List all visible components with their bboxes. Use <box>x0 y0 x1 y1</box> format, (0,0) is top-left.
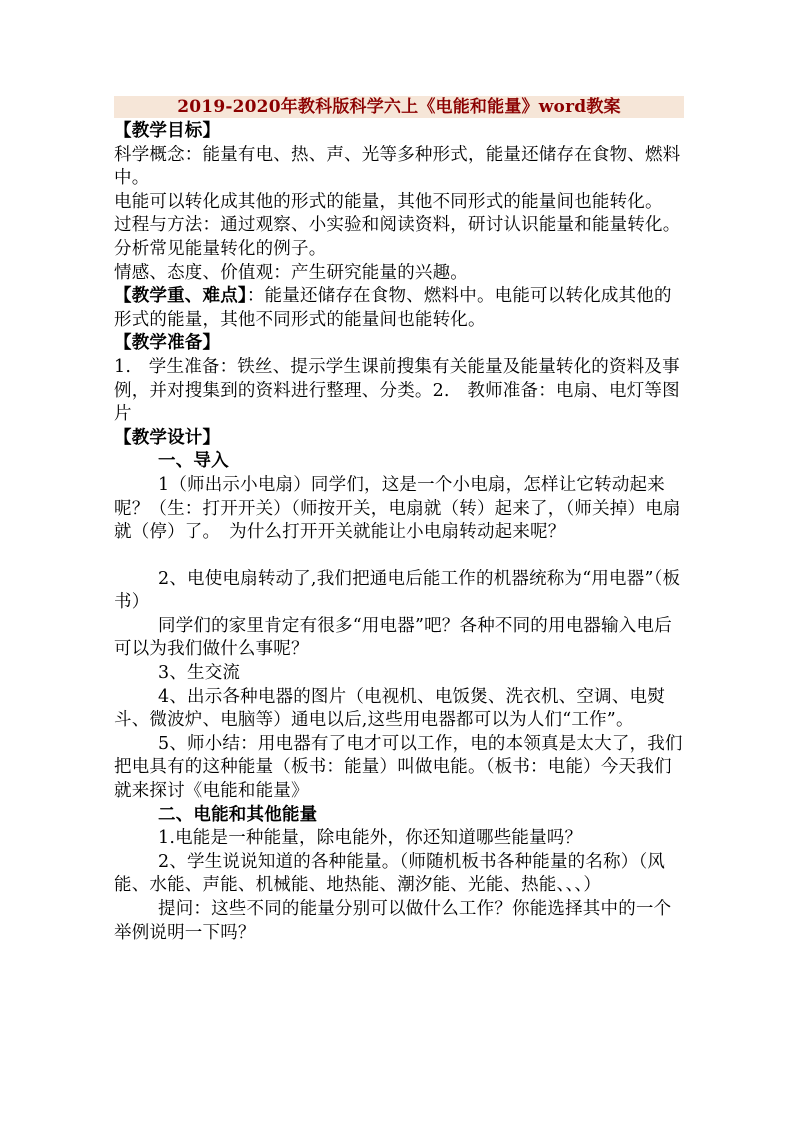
section2-paragraph-3: 提问：这些不同的能量分别可以做什么工作？你能选择其中的一个举例说明一下吗？ <box>114 899 672 943</box>
section2-title: 二、电能和其他能量 <box>158 804 318 825</box>
document-page <box>114 96 684 945</box>
objectives-attitude: 情感、态度、价值观：产生研究能量的兴趣。 <box>114 262 468 283</box>
key-points-text: ：能量还储存在食物、燃料中。电能可以转化成其他的形式的能量，其他不同形式的能量间也能转化。 <box>114 286 672 330</box>
key-points-heading: 【教学重、难点】 <box>114 286 247 307</box>
section2-paragraph-1: 1.电能是一种能量，除电能外，你还知道哪些能量吗？ <box>158 828 583 849</box>
preparation-text: 1. 学生准备：铁丝、提示学生课前搜集有关能量及能量转化的资料及事例，并对搜集到的资料进行整理、分类。2. 教师准备：电扇、电灯等图片 <box>114 356 680 425</box>
objectives-conversion: 电能可以转化成其他的形式的能量，其他不同形式的能量间也能转化。 <box>114 191 663 212</box>
section2-paragraph-2: 2、学生说说知道的各种能量。（师随机板书各种能量的名称）（风能、水能、声能、机械能、地热能、潮汐能、光能、热能、、、） <box>114 851 666 896</box>
section1-paragraph-6: 5、师小结：用电器有了电才可以工作，电的本领真是太大了，我们把电具有的这种能量（板书：能量）叫做电能。（板书：电能）今天我们就来探讨《电能和能量》 <box>114 733 683 802</box>
design-heading: 【教学设计】 <box>114 427 221 448</box>
objectives-analysis: 分析常见能量转化的例子。 <box>114 238 327 259</box>
section1-title: 一、导入 <box>158 451 229 472</box>
objectives-heading: 【教学目标】 <box>114 121 221 141</box>
key-points-paragraph <box>114 285 684 332</box>
document-title: 2019-2020年教科版科学六上《电能和能量》word教案 <box>114 96 684 118</box>
section1-paragraph-1: 1（师出示小电扇）同学们，这是一个小电扇，怎样让它转动起来呢？（生：打开开关）（师按开关，电扇就（转）起来了，（师关掉）电扇就（停）了。 为什么打开开关就能让小电扇转动起来呢？ <box>114 474 681 543</box>
section1-paragraph-3: 同学们的家里肯定有很多“用电器”吧？各种不同的用电器输入电后可以为我们做什么事呢？ <box>114 615 672 660</box>
objectives-process: 过程与方法：通过观察、小实验和阅读资料，研讨认识能量和能量转化。 <box>114 215 681 236</box>
objectives-concept: 科学概念：能量有电、热、声、光等多种形式，能量还储存在食物、燃料中。 <box>114 144 681 189</box>
preparation-heading: 【教学准备】 <box>114 333 221 354</box>
section1-paragraph-5: 4、出示各种电器的图片（电视机、电饭煲、洗衣机、空调、电熨斗、微波炉、电脑等）通电以后,这些用电器都可以为人们“工作”。 <box>114 686 665 731</box>
section1-paragraph-4: 3、生交流 <box>158 663 241 684</box>
section1-paragraph-2: 2、电使电扇转动了,我们把通电后能工作的机器统称为“用电器”（板书） <box>114 568 681 613</box>
